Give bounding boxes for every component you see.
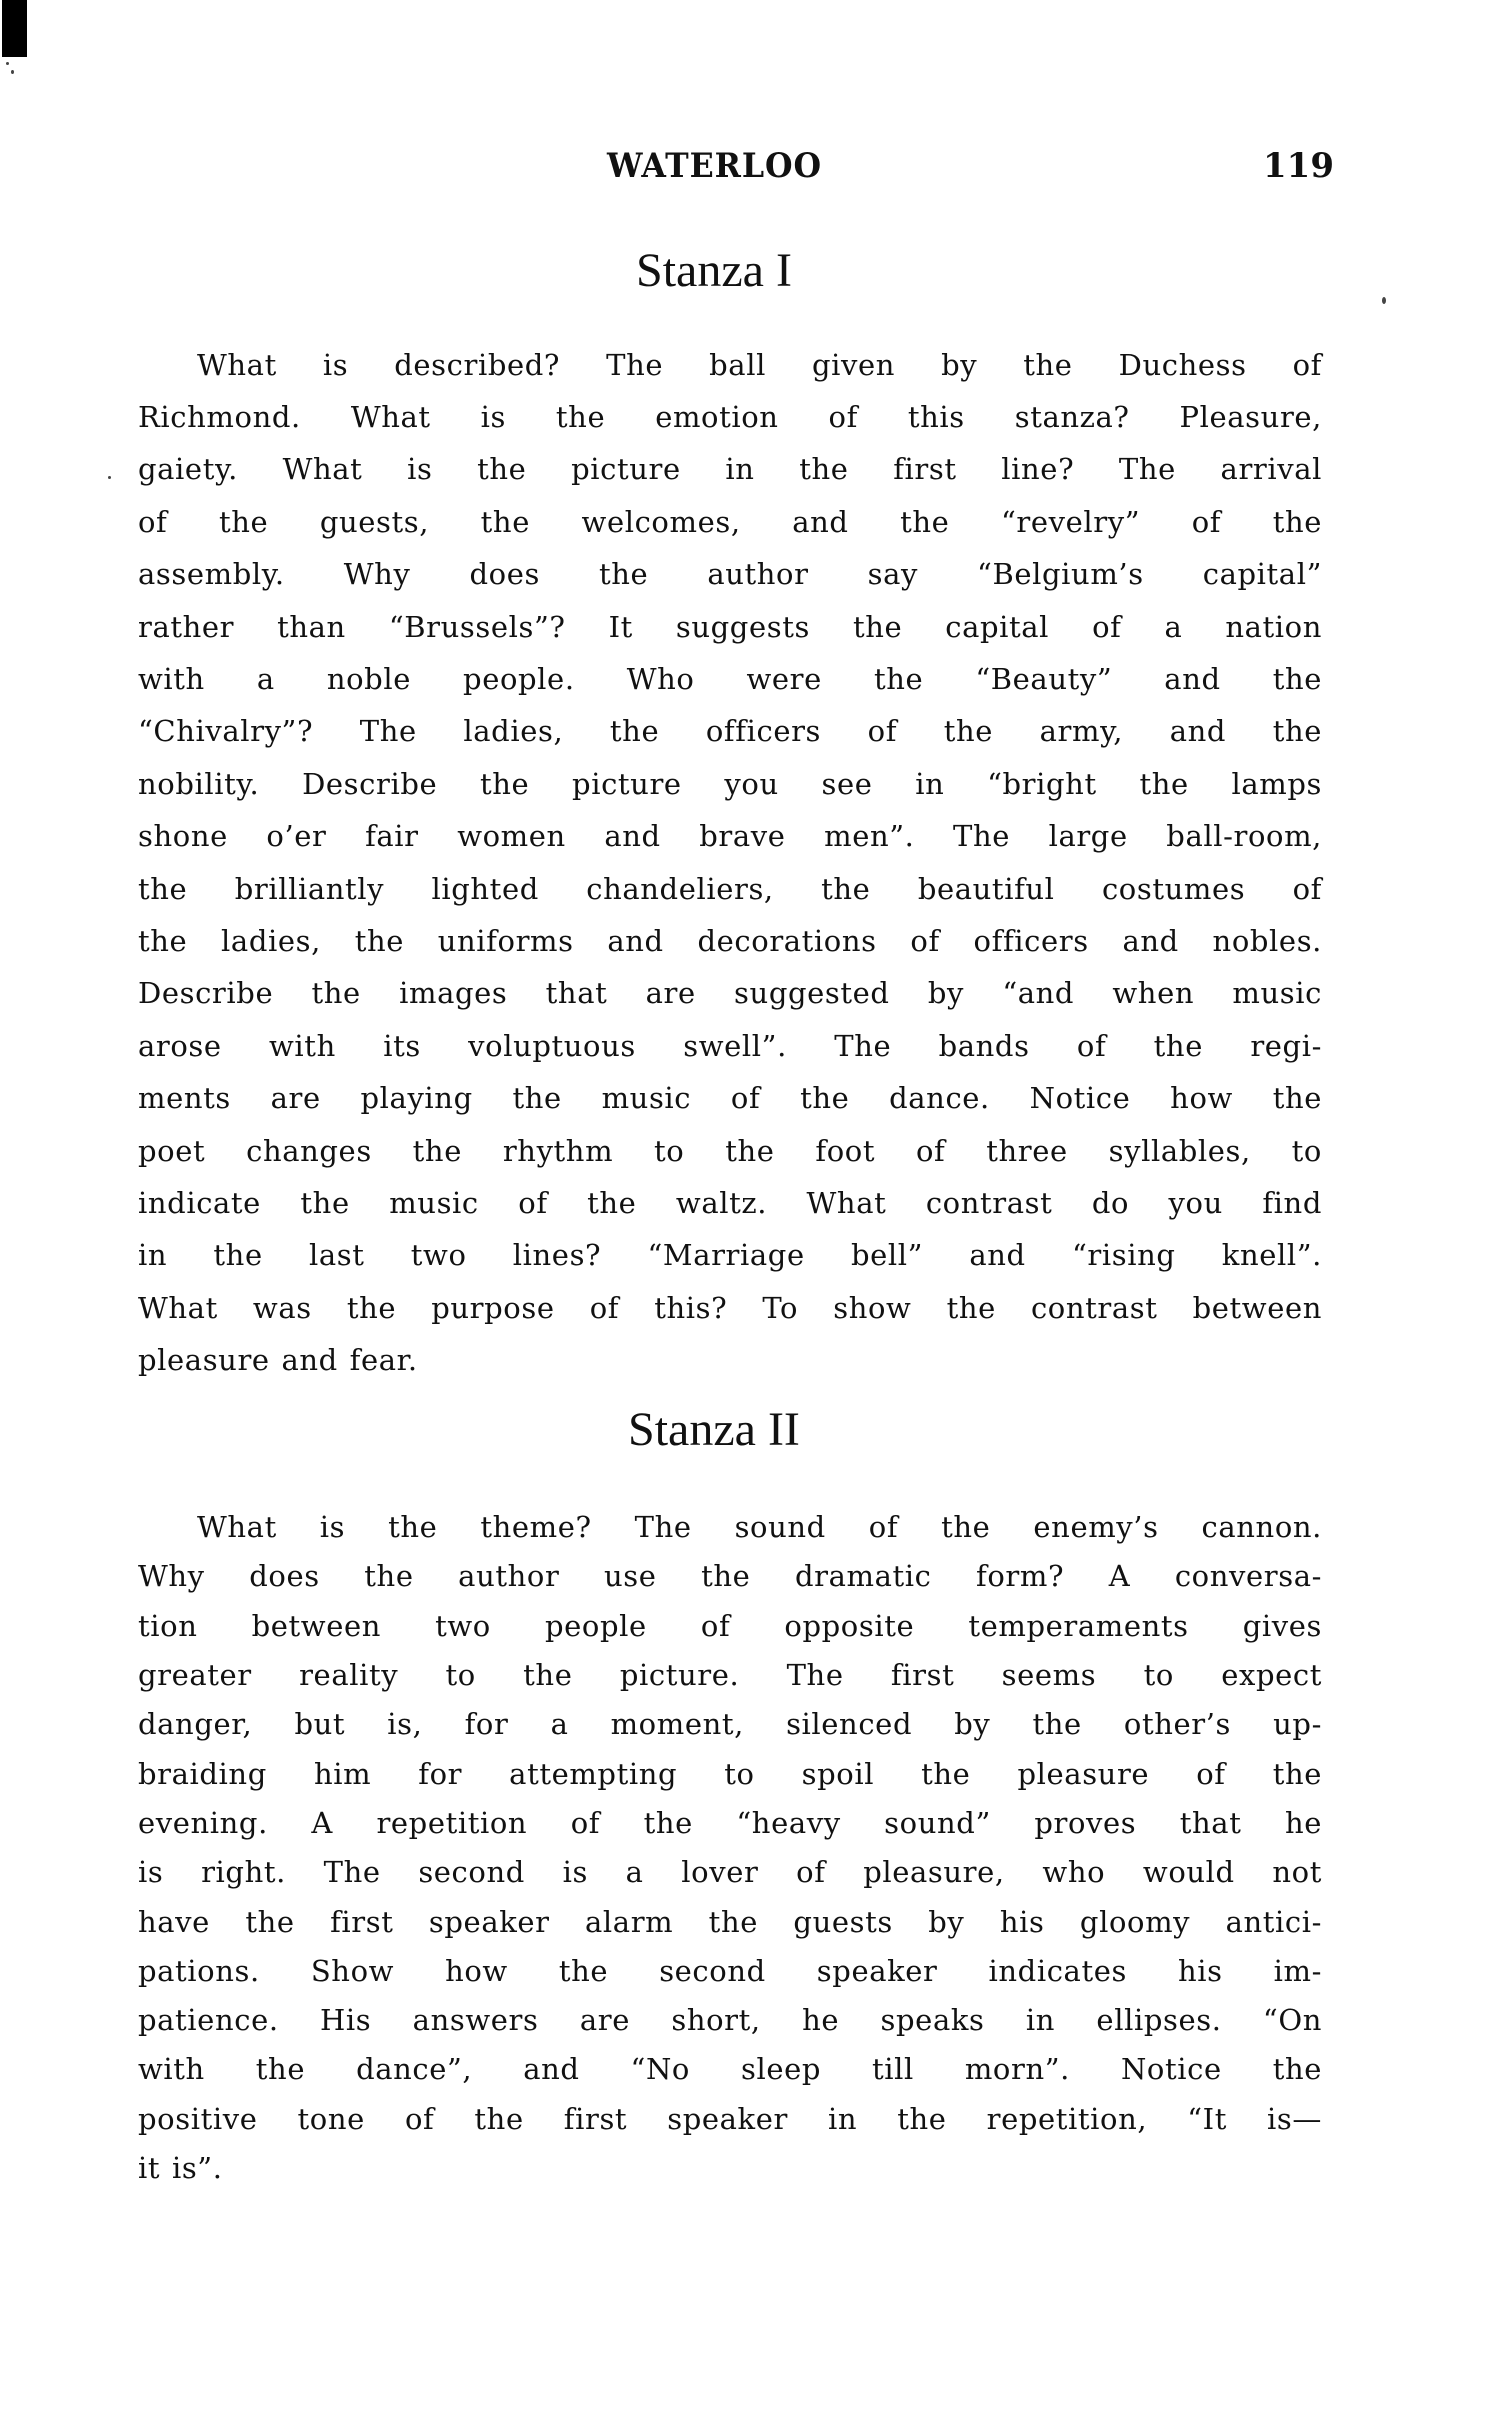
text-line: the ladies, the uniforms and decorations of officers and nobles.: [138, 924, 1322, 958]
scan-speck: [11, 70, 14, 74]
text-line: poet changes the rhythm to the foot of three syllables, to: [138, 1134, 1322, 1168]
text-line: tion between two people of opposite temperaments gives: [138, 1609, 1322, 1643]
text-line: greater reality to the picture. The first seems to expect: [138, 1658, 1322, 1692]
text-line: ments are playing the music of the dance. Notice how the: [138, 1081, 1322, 1115]
text-line: What is described? The ball given by the Duchess of: [197, 348, 1322, 382]
text-line: braiding him for attempting to spoil the pleasure of the: [138, 1757, 1322, 1791]
text-line: assembly. Why does the author say “Belgium’s capital”: [138, 557, 1322, 591]
section-heading-text: Stanza I: [636, 244, 792, 297]
text-line: arose with its voluptuous swell”. The bands of the regi-: [138, 1029, 1322, 1063]
text-line: What was the purpose of this? To show the contrast between: [138, 1291, 1322, 1325]
text-line: pations. Show how the second speaker indicates his im-: [138, 1954, 1322, 1988]
text-line: in the last two lines? “Marriage bell” and “rising knell”.: [138, 1238, 1322, 1272]
text-line: positive tone of the first speaker in the repetition, “It is—: [138, 2102, 1322, 2136]
text-line: gaiety. What is the picture in the first line? The arrival: [138, 452, 1322, 486]
text-line: Why does the author use the dramatic form? A conversa-: [138, 1559, 1322, 1593]
text-line: of the guests, the welcomes, and the “revelry” of the: [138, 505, 1322, 539]
page-number: 119: [1263, 146, 1334, 186]
text-line: indicate the music of the waltz. What contrast do you find: [138, 1186, 1322, 1220]
scan-edge-mark: [2, 0, 27, 57]
text-line: rather than “Brussels”? It suggests the capital of a nation: [138, 610, 1322, 644]
scan-speck: [1382, 297, 1386, 304]
text-line: What is the theme? The sound of the enemy’s cannon.: [197, 1510, 1322, 1544]
text-line: patience. His answers are short, he speaks in ellipses. “On: [138, 2003, 1322, 2037]
text-line: “Chivalry”? The ladies, the officers of the army, and the: [138, 714, 1322, 748]
text-line: danger, but is, for a moment, silenced by the other’s up-: [138, 1707, 1322, 1741]
running-title: WATERLOO: [607, 146, 822, 186]
text-line: pleasure and fear.: [138, 1343, 418, 1377]
text-line: have the first speaker alarm the guests by his gloomy antici-: [138, 1905, 1322, 1939]
text-line: Describe the images that are suggested by “and when music: [138, 976, 1322, 1010]
scan-speck: [108, 476, 111, 479]
text-line: the brilliantly lighted chandeliers, the beautiful costumes of: [138, 872, 1322, 906]
section-heading-text: Stanza II: [628, 1403, 800, 1456]
text-line: Richmond. What is the emotion of this stanza? Pleasure,: [138, 400, 1322, 434]
text-line: evening. A repetition of the “heavy sound” proves that he: [138, 1806, 1322, 1840]
text-line: with the dance”, and “No sleep till morn”. Notice the: [138, 2052, 1322, 2086]
text-line: is right. The second is a lover of pleasure, who would not: [138, 1855, 1322, 1889]
running-header: [0, 146, 1504, 186]
text-line: with a noble people. Who were the “Beauty” and the: [138, 662, 1322, 696]
text-line: nobility. Describe the picture you see in “bright the lamps: [138, 767, 1322, 801]
text-line: shone o’er fair women and brave men”. The large ball-room,: [138, 819, 1322, 853]
scan-speck: [6, 62, 9, 65]
text-line: it is”.: [138, 2151, 223, 2185]
